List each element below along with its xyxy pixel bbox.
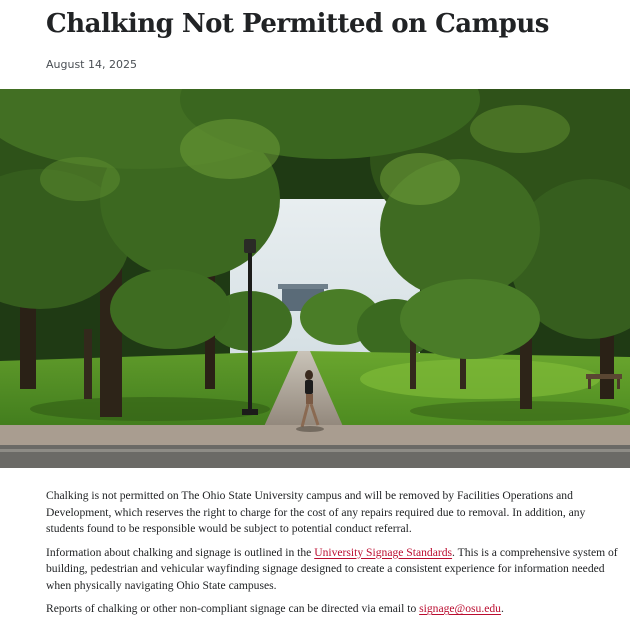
campus-oval-photo [0, 89, 630, 468]
paragraph-text: Information about chalking and signage is outlined in the [46, 545, 315, 559]
article-body [46, 488, 620, 625]
paragraph-text: Reports of chalking or other non-compliant signage can be directed via email to [46, 602, 420, 615]
article-date: August 14, 2025 [46, 58, 137, 71]
hero-image [0, 89, 630, 468]
signage-standards-link[interactable]: University Signage Standards [314, 545, 453, 559]
paragraph-text: . [500, 602, 504, 615]
paragraph-chalking-policy: Chalking is not permitted on The Ohio State University campus and will be removed by Facilities Operations and Development, which reserves the right to charge for the cost of any repairs required due to removal. In addition, any students found to be responsible would be subject to potential conduct referral. [46, 489, 586, 535]
paragraph-signage-info [46, 545, 620, 595]
paragraph-text: . This is a comprehensive system of building, pedestrian and vehicular wayfinding signage designed to create a consistent experience for information needed when physically navigating Ohio State campuses. [46, 545, 618, 592]
signage-email-link[interactable]: signage@osu.edu [419, 602, 501, 615]
paragraph-reports [46, 601, 620, 618]
article-title: Chalking Not Permitted on Campus [46, 9, 549, 39]
